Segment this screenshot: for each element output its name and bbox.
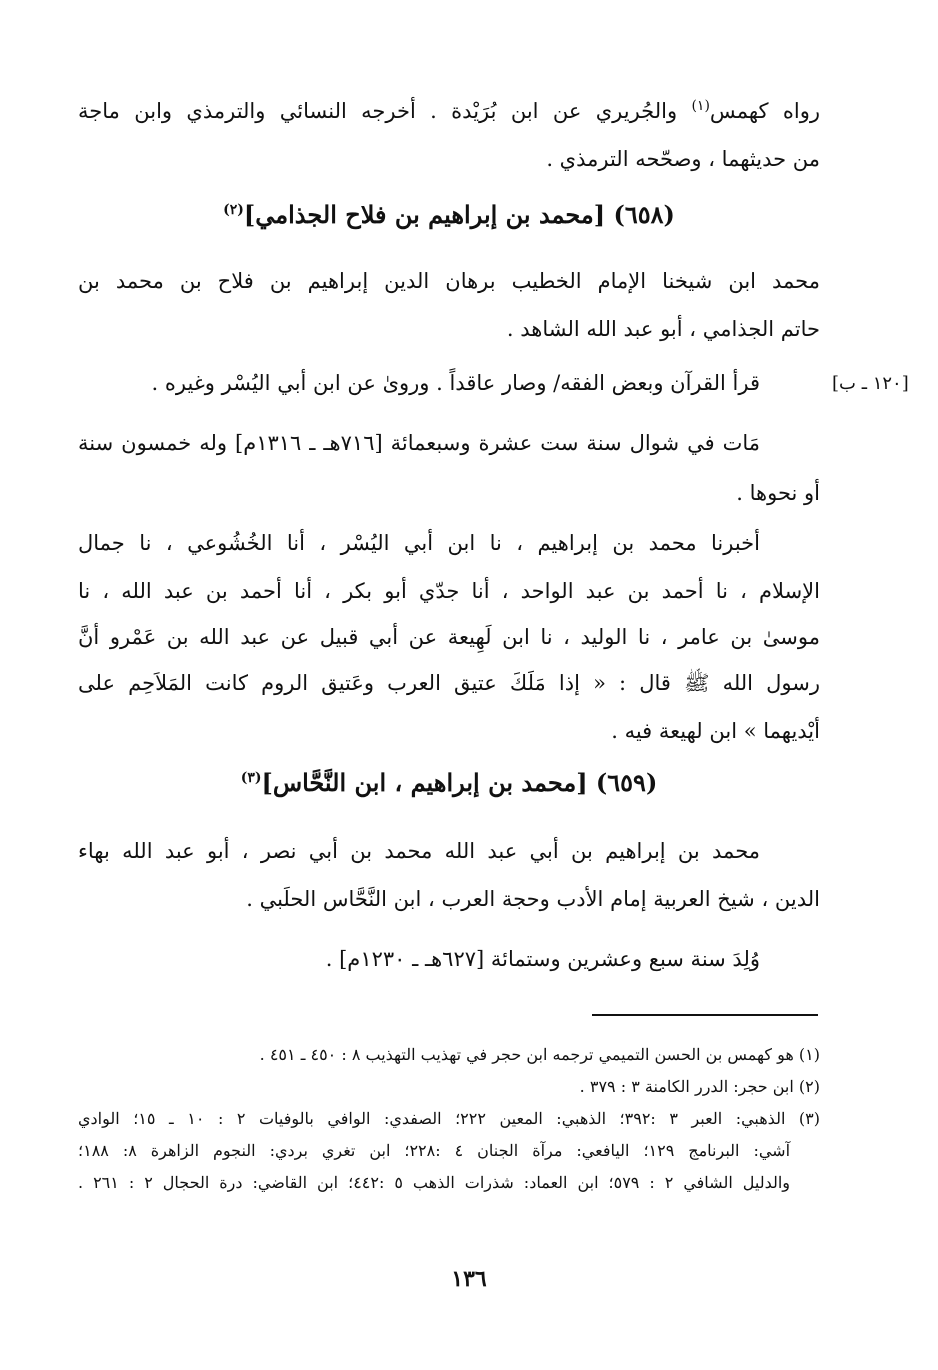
body-line: رسول الله ﷺ قال : « إذا مَلَكَ عتيق العرب وعَتيق الروم كانت المَلاَحِم على — [78, 671, 820, 695]
footnote-marker[interactable]: (٣) — [240, 770, 262, 786]
body-line: موسىٰ بن عامر ، نا الوليد ، نا ابن لَهِيعة عن أبي قبيل عن عبد الله بن عَمْرو أنَّ — [78, 625, 820, 649]
body-line: أيْديهما » ابن لهيعة فيه . — [611, 719, 820, 743]
footnote: (٢) ابن حجر: الدرر الكامنة ٣ : ٣٧٩ . — [579, 1077, 820, 1096]
body-line: محمد بن إبراهيم بن أبي عبد الله محمد بن أبي نصر ، أبو عبد الله بهاء — [78, 839, 760, 863]
body-line: قرأ القرآن وبعض الفقه/ وصار عاقداً . وروىٰ عن ابن أبي اليُسْر وغيره . — [151, 371, 760, 395]
body-line: الدين ، شيخ العربية إمام الأدب وحجة العرب ، ابن النَّحَّاس الحلَبي . — [246, 887, 820, 911]
body-line: الإسلام ، نا أحمد بن عبد الواحد ، أنا جدّي أبو بكر ، أنا أحمد بن عبد الله ، نا — [78, 579, 820, 603]
entry-heading: (٦٥٩) [محمد بن إبراهيم ، ابن النَّحَّاس]$^{(٣)}$ — [240, 768, 658, 797]
body-line: وُلِدَ سنة سبع وعشرين وستمائة [٦٢٧هـ ـ ١٢٣٠م] . — [325, 947, 760, 971]
body-line: أو نحوها . — [736, 481, 820, 505]
entry-heading: (٦٥٨) [محمد بن إبراهيم بن فلاح الجذامي]$^{(٢)}$ — [223, 200, 675, 229]
body-line: محمد ابن شيخنا الإمام الخطيب برهان الدين إبراهيم بن فلاح بن محمد بن — [78, 269, 820, 293]
footnote: (٣) الذهبي: العبر ٣ :٣٩٢؛ الذهبي: المعين ٢٢٢؛ الصفدي: الوافي بالوفيات ٢ : ١٠ ـ ١٥؛ الوادي — [78, 1109, 821, 1128]
body-line: مَات في شوال سنة ست عشرة وسبعمائة [٧١٦هـ ـ ١٣١٦م] وله خمسون سنة — [78, 431, 761, 455]
footnote-continuation: آشي: البرنامج ١٢٩؛ اليافعي: مرآة الجنان ٤ :٢٢٨؛ ابن تغري بردي: النجوم الزاهرة ٨: ١٨٨؛ — [78, 1141, 791, 1160]
page-number: ١٣٦ — [451, 1266, 487, 1292]
footnote-marker[interactable]: (٢) — [223, 202, 244, 218]
footnote-marker[interactable]: (١) — [691, 98, 710, 114]
manuscript-folio-marker: [١٢٠ ـ ب] — [832, 373, 909, 394]
body-line: رواه كهمس$^{(١)}$ والجُريري عن ابن بُرَيْدة . أخرجه النسائي والترمذي وابن ماجة — [78, 98, 820, 123]
body-line: من حديثهما ، وصحّحه الترمذي . — [546, 147, 820, 171]
footnote: (١) هو كهمس بن الحسن التميمي ترجمه ابن حجر في تهذيب التهذيب ٨ : ٤٥٠ ـ ٤٥١ . — [259, 1045, 820, 1064]
body-line: حاتم الجذامي ، أبو عبد الله الشاهد . — [506, 317, 820, 341]
body-line: أخبرنا محمد بن إبراهيم ، نا ابن أبي اليُسْر ، أنا الخُشُوعي ، نا جمال — [78, 531, 760, 555]
footnote-continuation: والدليل الشافي ٢ : ٥٧٩؛ ابن العماد: شذرات الذهب ٥ :٤٤٢؛ ابن القاضي: درة الحجال ٢ : ٢٦١ . — [78, 1173, 791, 1192]
footnote-separator — [592, 1014, 818, 1016]
